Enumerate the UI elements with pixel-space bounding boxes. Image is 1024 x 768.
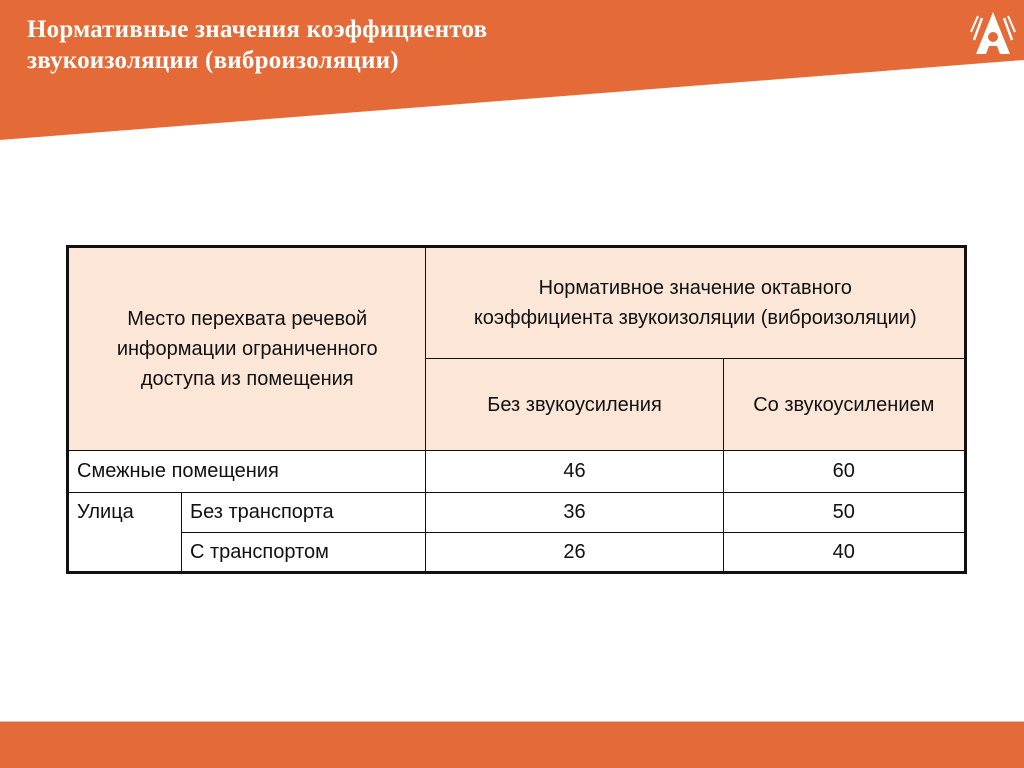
cell-with-amp: 50 xyxy=(723,493,965,533)
title-line-1: Нормативные значения коэффициентов xyxy=(27,16,488,43)
cell-sub: Без транспорта xyxy=(181,493,426,533)
cell-place: Улица xyxy=(68,493,182,573)
cell-sub: С транспортом xyxy=(181,533,426,573)
table-row xyxy=(68,451,966,493)
cell-without-amp: 36 xyxy=(426,493,723,533)
cell-place: Смежные помещения xyxy=(68,451,426,493)
title-line-2: звукоизоляции (виброизоляции) xyxy=(27,47,399,74)
cell-without-amp: 26 xyxy=(426,533,723,573)
header-place: Место перехвата речевой информации ограниченного доступа из помещения xyxy=(68,247,426,451)
table-row xyxy=(68,533,966,573)
header-norm-value: Нормативное значение октавного коэффициента звукоизоляции (виброизоляции) xyxy=(426,247,966,359)
header-with-amplification: Со звукоусилением xyxy=(723,359,965,451)
a-logo-icon xyxy=(970,10,1016,58)
norms-table xyxy=(66,245,967,574)
header-without-amplification: Без звукоусиления xyxy=(426,359,723,451)
footer-bar xyxy=(0,721,1024,768)
cell-without-amp: 46 xyxy=(426,451,723,493)
cell-with-amp: 60 xyxy=(723,451,965,493)
page-title xyxy=(27,14,647,76)
cell-with-amp: 40 xyxy=(723,533,965,573)
table-row xyxy=(68,493,966,533)
